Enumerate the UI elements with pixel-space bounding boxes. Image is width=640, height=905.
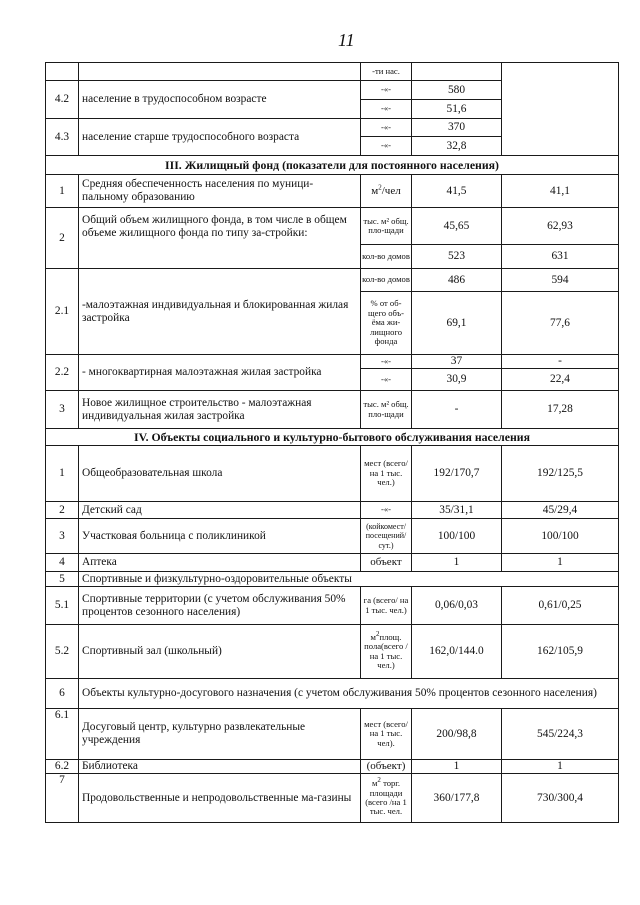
row-name: Продовольственные и непродовольственные ма-газины — [79, 774, 361, 823]
row-number: 6.2 — [46, 760, 79, 774]
section-header-row — [46, 429, 619, 446]
value-cell: 37 — [412, 355, 502, 369]
unit-cell: тыс. м² общ. пло-щади — [361, 391, 412, 429]
value-cell: 30,9 — [412, 369, 502, 391]
value-cell: 0,06/0,03 — [412, 587, 502, 625]
row-number: 3 — [46, 519, 79, 554]
row-name: Спортивные и физкультурно-оздоровительные объекты — [79, 572, 619, 587]
row-name: Библиотека — [79, 760, 361, 774]
value-cell: 631 — [502, 245, 619, 269]
table-row — [46, 208, 619, 245]
value-cell: - — [502, 355, 619, 369]
unit-cell: $м^2$ торг. площади (всего /на 1 тыс. чел. — [361, 774, 412, 823]
value-cell: 41,1 — [502, 175, 619, 208]
row-number: 1 — [46, 175, 79, 208]
row-name: Средняя обеспеченность населения по муници-пальному образованию — [79, 175, 361, 208]
table-row — [46, 175, 619, 208]
row-name: Спортивный зал (школьный) — [79, 625, 361, 679]
unit-cell: -ти нас. — [361, 63, 412, 81]
row-number: 2 — [46, 208, 79, 269]
unit-cell: -«- — [361, 100, 412, 119]
table-row — [46, 519, 619, 554]
unit-cell: объект — [361, 554, 412, 572]
value-cell: 594 — [502, 269, 619, 292]
value-cell: 360/177,8 — [412, 774, 502, 823]
row-number: 5 — [46, 572, 79, 587]
unit-cell: -«- — [361, 119, 412, 137]
unit-cell: -«- — [361, 355, 412, 369]
row-name: Спортивные территории (с учетом обслуживания 50% процентов сезонного населения) — [79, 587, 361, 625]
value-cell: 100/100 — [412, 519, 502, 554]
value-cell: 545/224,3 — [502, 709, 619, 760]
unit-cell: кол-во домов — [361, 245, 412, 269]
value-cell: 45/29,4 — [502, 502, 619, 519]
table-row — [46, 587, 619, 625]
value-cell: 100/100 — [502, 519, 619, 554]
page-number: 11 — [338, 30, 355, 50]
row-name: -малоэтажная индивидуальная и блокированная жилая застройка — [79, 269, 361, 355]
value-cell: 35/31,1 — [412, 502, 502, 519]
value-cell: 0,61/0,25 — [502, 587, 619, 625]
value-cell: 192/170,7 — [412, 446, 502, 502]
table-row — [46, 502, 619, 519]
row-number: 6 — [46, 679, 79, 709]
unit-cell: -«- — [361, 81, 412, 100]
value-cell: 1 — [412, 760, 502, 774]
row-name: Досуговый центр, культурно развлекательные учреждения — [79, 709, 361, 760]
section-title: III. Жилищный фонд (показатели для постоянного населения) — [46, 156, 619, 175]
value-cell: 51,6 — [412, 100, 502, 119]
row-number: 7 — [46, 774, 79, 823]
value-cell: 1 — [412, 554, 502, 572]
row-name: Аптека — [79, 554, 361, 572]
row-name: Новое жилищное строительство - малоэтажная индивидуальная жилая застройка — [79, 391, 361, 429]
unit-cell: % от об-щего объ-ёма жи-лищного фонда — [361, 292, 412, 355]
value-cell: 69,1 — [412, 292, 502, 355]
row-number: 2 — [46, 502, 79, 519]
row-number: 4.3 — [46, 119, 79, 156]
table-row — [46, 355, 619, 369]
row-number: 3 — [46, 391, 79, 429]
table-row — [46, 269, 619, 292]
row-name: Общий объем жилищного фонда, в том числе в общем объеме жилищного фонда по типу за-стройки: — [79, 208, 361, 269]
row-name: Участковая больница с поликлиникой — [79, 519, 361, 554]
value-cell: - — [412, 391, 502, 429]
unit-cell: $м^2$/чел — [361, 175, 412, 208]
section-header-row — [46, 156, 619, 175]
row-number: 5.1 — [46, 587, 79, 625]
unit-cell: -«- — [361, 137, 412, 156]
table-row — [46, 572, 619, 587]
value-cell: 62,93 — [502, 208, 619, 245]
row-number: 2.2 — [46, 355, 79, 391]
value-cell: 45,65 — [412, 208, 502, 245]
value-cell: 41,5 — [412, 175, 502, 208]
value-cell: 1 — [502, 760, 619, 774]
unit-cell: (койкомест/ посещений/ сут.) — [361, 519, 412, 554]
unit-cell: (объект) — [361, 760, 412, 774]
value-cell: 162,0/144.0 — [412, 625, 502, 679]
table-row — [46, 760, 619, 774]
value-cell: 370 — [412, 119, 502, 137]
unit-cell: тыс. м² общ. пло-щади — [361, 208, 412, 245]
table-row — [46, 446, 619, 502]
row-name: Объекты культурно-досугового назначения (с учетом обслуживания 50% процентов сезонного населения) — [79, 679, 619, 709]
row-name: Детский сад — [79, 502, 361, 519]
table-row — [46, 709, 619, 760]
table-row — [46, 679, 619, 709]
value-cell: 523 — [412, 245, 502, 269]
row-number: 4 — [46, 554, 79, 572]
value-cell: 77,6 — [502, 292, 619, 355]
value-cell: 200/98,8 — [412, 709, 502, 760]
row-number: 4.2 — [46, 81, 79, 119]
value-cell: 580 — [412, 81, 502, 100]
value-cell: 17,28 — [502, 391, 619, 429]
value-cell: 22,4 — [502, 369, 619, 391]
row-name: - многоквартирная малоэтажная жилая застройка — [79, 355, 361, 391]
table-row — [46, 774, 619, 823]
row-number: 1 — [46, 446, 79, 502]
indicators-table — [45, 62, 619, 823]
unit-cell: -«- — [361, 502, 412, 519]
row-name: население старше трудоспособного возраста — [79, 119, 361, 156]
section-title: IV. Объекты социального и культурно-бытового обслуживания населения — [46, 429, 619, 446]
unit-cell: мест (всего/ на 1 тыс. чел). — [361, 709, 412, 760]
row-number: 6.1 — [46, 709, 79, 760]
value-cell: 1 — [502, 554, 619, 572]
unit-cell: мест (всего/ на 1 тыс. чел.) — [361, 446, 412, 502]
row-number: 5.2 — [46, 625, 79, 679]
unit-cell: кол-во домов — [361, 269, 412, 292]
row-number: 2.1 — [46, 269, 79, 355]
unit-cell: -«- — [361, 369, 412, 391]
value-cell: 192/125,5 — [502, 446, 619, 502]
row-name: Общеобразовательная школа — [79, 446, 361, 502]
value-cell: 486 — [412, 269, 502, 292]
unit-cell: $м^2площ$. пола(всего / на 1 тыс. чел.) — [361, 625, 412, 679]
row-name: население в трудоспособном возрасте — [79, 81, 361, 119]
value-cell: 730/300,4 — [502, 774, 619, 823]
table-row — [46, 625, 619, 679]
value-cell: 32,8 — [412, 137, 502, 156]
unit-cell: га (всего/ на 1 тыс. чел.) — [361, 587, 412, 625]
table-row — [46, 391, 619, 429]
value-cell: 162/105,9 — [502, 625, 619, 679]
table-row — [46, 63, 619, 81]
table-row — [46, 554, 619, 572]
